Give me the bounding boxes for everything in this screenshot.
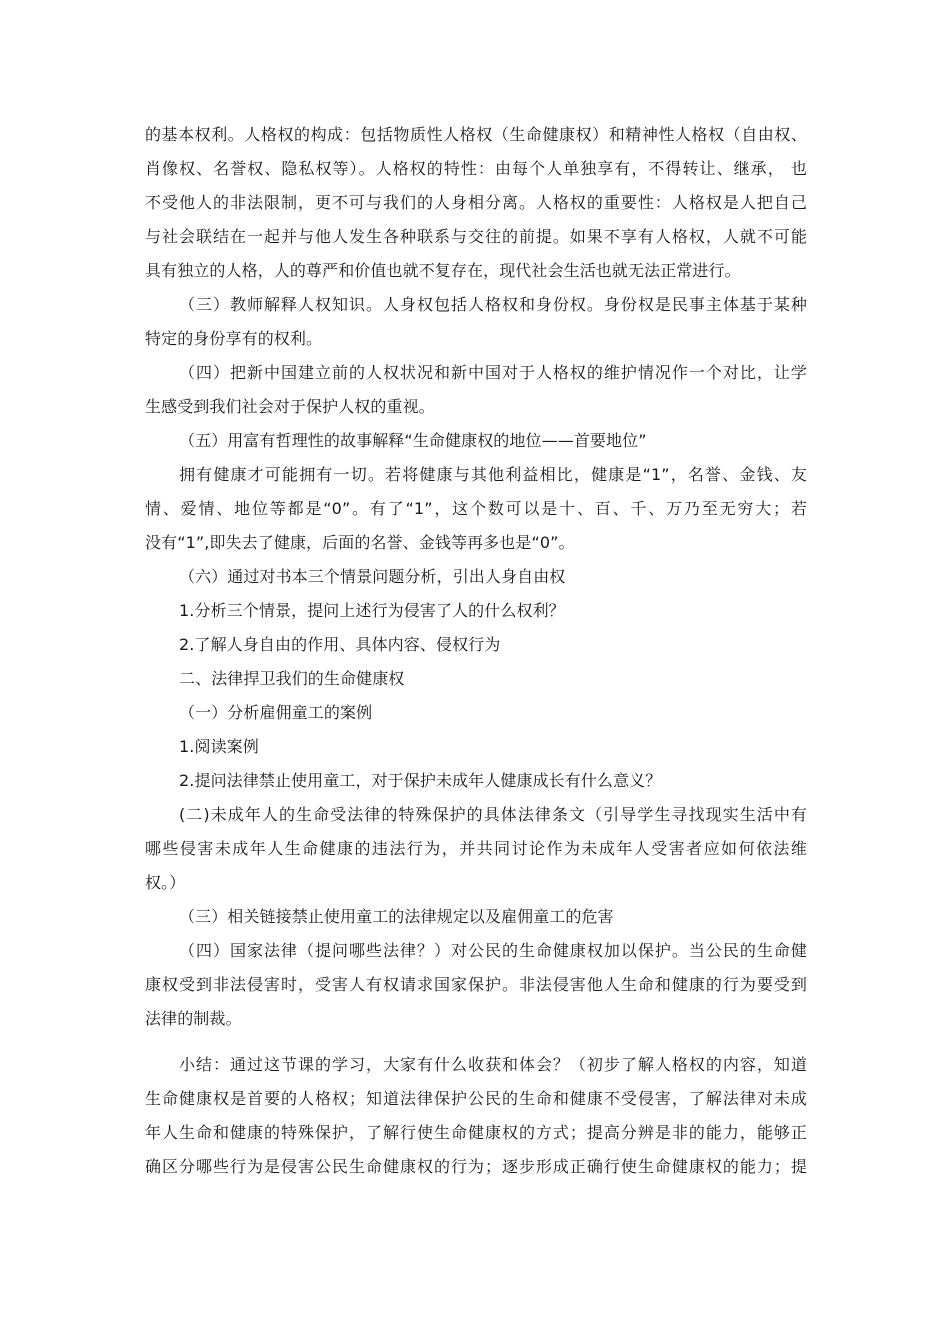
text-line: 权。） <box>145 873 186 892</box>
text-line: （六）通过对书本三个情景问题分析，引出人身自由权 <box>179 567 566 586</box>
text-line: 肖像权、名誉权、隐私权等）。人格权的特性：由每个人单独享有，不得转让、继承， 也 <box>145 159 807 178</box>
text-line: 1.分析三个情景，提问上述行为侵害了人的什么权利？ <box>179 601 565 620</box>
text-line: 情、爱情、地位等都是“0”。有了“1”，这个数可以是十、百、千、万乃至无穷大；若 <box>145 499 807 518</box>
text-line: （五）用富有哲理性的故事解释“生命健康权的地位——首要地位” <box>179 431 647 450</box>
text-line: 具有独立的人格，人的尊严和价值也就不复存在，现代社会生活也就无法正常进行。 <box>145 261 741 280</box>
summary-line: 小结：通过这节课的学习，大家有什么收获和体会？（初步了解人格权的内容，知道 <box>179 1055 807 1074</box>
text-line: （四）把新中国建立前的人权状况和新中国对于人格权的维护情况作一个对比，让学 <box>179 363 807 382</box>
text-line: 与社会联结在一起并与他人发生各种联系与交往的前提。如果不享有人格权，人就不可能 <box>145 227 807 246</box>
text-line: （三）教师解释人权知识。人身权包括人格权和身份权。身份权是民事主体基于某种 <box>179 295 807 314</box>
text-line: （四）国家法律（提问哪些法律？）对公民的生命健康权加以保护。当公民的生命健 <box>179 941 807 960</box>
text-line: 的基本权利。人格权的构成：包括物质性人格权（生命健康权）和精神性人格权（自由权、 <box>145 125 807 144</box>
text-line: 2.了解人身自由的作用、具体内容、侵权行为 <box>179 635 501 654</box>
text-line: 没有“1”,即失去了健康，后面的名誉、金钱等再多也是“0”。 <box>145 533 575 552</box>
text-line: 不受他人的非法限制，更不可与我们的人身相分离。人格权的重要性：人格权是人把自己 <box>145 193 807 212</box>
text-line: 哪些侵害未成年人生命健康的违法行为，并共同讨论作为未成年人受害者应如何依法维 <box>145 839 807 858</box>
section-heading: 二、法律捍卫我们的生命健康权 <box>179 669 405 688</box>
text-line: 生感受到我们社会对于保护人权的重视。 <box>145 397 435 416</box>
text-line: 2.提问法律禁止使用童工，对于保护未成年人健康成长有什么意义？ <box>179 771 662 790</box>
summary-line: 确区分哪些行为是侵害公民生命健康权的行为；逐步形成正确行使生命健康权的能力；提 <box>145 1157 807 1176</box>
text-line: 拥有健康才可能拥有一切。若将健康与其他利益相比，健康是“1”，名誉、金钱、友 <box>179 465 807 484</box>
text-line: （一）分析雇佣童工的案例 <box>179 703 373 722</box>
text-line: 法律的制裁。 <box>145 1009 242 1028</box>
summary-line: 年人生命和健康的特殊保护，了解行使生命健康权的方式；提高分辨是非的能力，能够正 <box>145 1123 807 1142</box>
text-line: (二)未成年人的生命受法律的特殊保护的具体法律条文（引导学生寻找现实生活中有 <box>179 805 807 824</box>
document-body <box>145 118 807 1184</box>
text-line: （三）相关链接禁止使用童工的法律规定以及雇佣童工的危害 <box>179 907 614 926</box>
text-line: 特定的身份享有的权利。 <box>145 329 323 348</box>
summary-line: 生命健康权是首要的人格权；知道法律保护公民的生命和健康不受侵害，了解法律对未成 <box>145 1089 807 1108</box>
text-line: 康权受到非法侵害时，受害人有权请求国家保护。非法侵害他人生命和健康的行为要受到 <box>145 975 807 994</box>
text-line: 1.阅读案例 <box>179 737 259 756</box>
